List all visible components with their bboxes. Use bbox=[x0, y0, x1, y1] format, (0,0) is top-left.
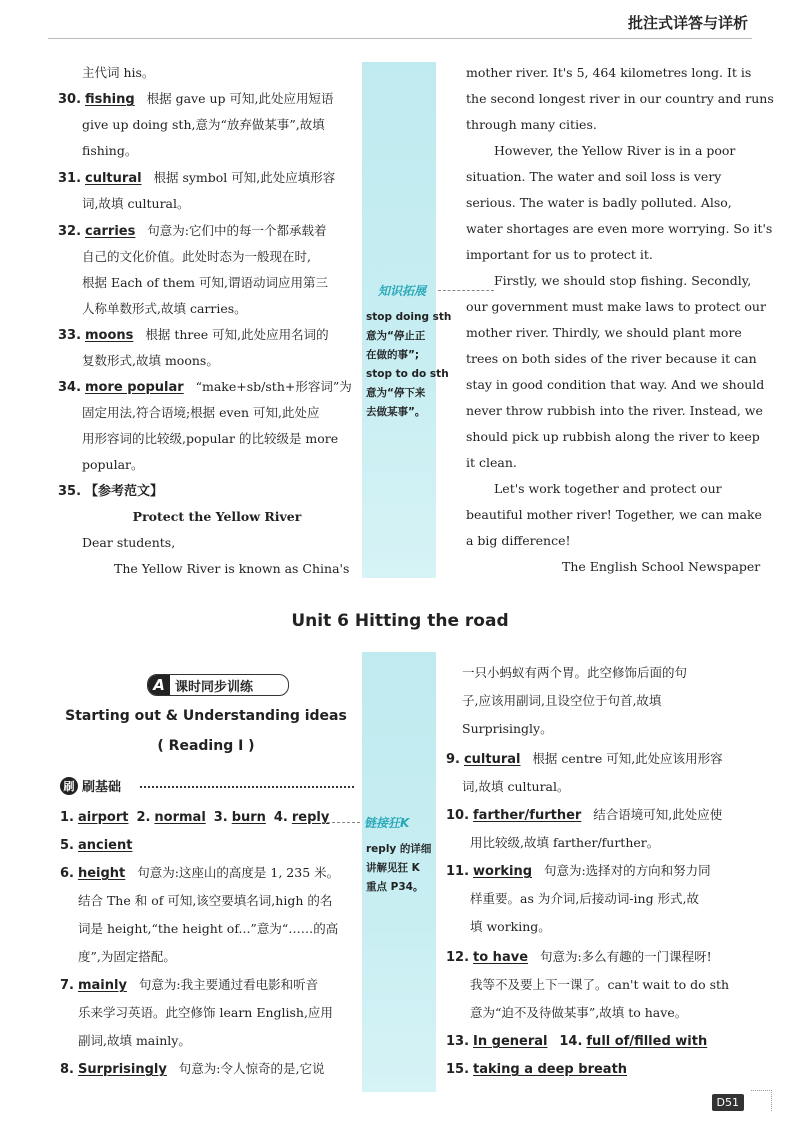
explanation-line: 度”,为固定搭配。 bbox=[78, 949, 176, 964]
answer-item-8 bbox=[60, 1060, 324, 1079]
answer-row-1-4 bbox=[60, 808, 329, 827]
section-badge bbox=[147, 674, 289, 696]
explanation: 句意为:它们中的每一个都承载着 bbox=[147, 223, 327, 238]
item-number: 7. bbox=[60, 978, 74, 993]
answer-item-11 bbox=[446, 862, 711, 881]
answer-text: carries bbox=[85, 224, 136, 239]
explanation: 根据 centre 可知,此处应该用形容 bbox=[532, 751, 723, 766]
essay-signature: The English School Newspaper bbox=[562, 559, 761, 574]
dotted-rule bbox=[140, 786, 354, 788]
pointer-line bbox=[438, 290, 494, 291]
essay-line: beautiful mother river! Together, we can make bbox=[466, 507, 762, 522]
explanation-line: 根据 Each of them 可知,谓语动词应用第三 bbox=[82, 275, 328, 290]
badge-text: 课时同步训练 bbox=[175, 679, 254, 695]
explanation: 句意为:我主要通过看电影和听音 bbox=[138, 977, 319, 992]
explanation-line: 用比较级,故填 farther/further。 bbox=[470, 835, 660, 850]
answer-item-10 bbox=[446, 806, 722, 825]
explanation-line: 我等不及要上下一课了。can't wait to do sth bbox=[470, 977, 730, 992]
item-number: 34. bbox=[58, 380, 82, 395]
item-number: 15. bbox=[446, 1062, 470, 1077]
explanation: 根据 gave up 可知,此处应用短语 bbox=[146, 91, 334, 106]
answer-row-5 bbox=[60, 836, 132, 855]
answer-text: more popular bbox=[85, 380, 184, 395]
essay-line: water shortages are even more worrying. So it's bbox=[466, 221, 773, 236]
answer-item-6 bbox=[60, 864, 339, 883]
side-note-line: 去做某事”。 bbox=[366, 406, 426, 418]
answer-item-33 bbox=[58, 326, 329, 345]
item-number: 1. bbox=[60, 810, 74, 825]
answer-text: working bbox=[473, 864, 533, 879]
answer-item-12 bbox=[446, 948, 712, 967]
basics-heading-text: 刷基础 bbox=[82, 780, 122, 795]
explanation-line: 词,故填 cultural。 bbox=[462, 779, 570, 794]
lesson-title: Starting out & Understanding ideas bbox=[65, 708, 347, 724]
explanation-line: popular。 bbox=[82, 457, 144, 472]
answer-item-32 bbox=[58, 222, 326, 241]
answer-text: mainly bbox=[77, 978, 127, 993]
item-number: 8. bbox=[60, 1062, 74, 1077]
answer-text: reply bbox=[291, 810, 330, 825]
unit-title: Unit 6 Hitting the road bbox=[291, 611, 509, 631]
explanation: 句意为:多么有趣的一门课程呀! bbox=[539, 949, 712, 964]
badge-letter: A bbox=[148, 675, 170, 695]
explanation-line: 词,故填 cultural。 bbox=[82, 196, 190, 211]
item-number: 31. bbox=[58, 171, 82, 186]
answer-text: fishing bbox=[85, 92, 135, 107]
answer-item-34 bbox=[58, 378, 352, 397]
page-header-title: 批注式详答与详析 bbox=[627, 14, 748, 32]
essay-line: However, the Yellow River is in a poor bbox=[494, 143, 736, 158]
answer-text: ancient bbox=[77, 838, 133, 853]
essay-line: important for us to protect it. bbox=[466, 247, 653, 262]
item-number: 35. bbox=[58, 484, 82, 499]
lesson-subtitle: ( Reading Ⅰ ) bbox=[157, 738, 255, 754]
answer-text: burn bbox=[231, 810, 266, 825]
answer-item-30 bbox=[58, 90, 333, 109]
explanation-line: give up doing sth,意为“放弃做某事”,故填 bbox=[82, 117, 325, 132]
side-note-line: 意为“停下来 bbox=[366, 387, 426, 399]
explanation: 结合语境可知,此处应使 bbox=[593, 807, 723, 822]
essay-line: a big difference! bbox=[466, 533, 571, 548]
answer-text: to have bbox=[473, 950, 529, 965]
item-number: 32. bbox=[58, 224, 82, 239]
side-note-line: 意为“停止正 bbox=[366, 330, 426, 342]
continuation-line: 主代词 his。 bbox=[82, 65, 155, 80]
side-note-line: 在做的事”; bbox=[366, 349, 420, 361]
knowledge-extension-tag: 知识拓展 bbox=[378, 284, 427, 298]
explanation-line: 人称单数形式,故填 carries。 bbox=[82, 301, 247, 316]
link-tag: 链接狂K bbox=[364, 816, 410, 830]
explanation-line: 自己的文化价值。此处时态为一般现在时, bbox=[82, 249, 311, 264]
explanation-line: 词是 height,“the height of...”意为“……的高 bbox=[78, 921, 339, 936]
essay-line: stay in good condition that way. And we should bbox=[466, 377, 765, 392]
answer-text: airport bbox=[77, 810, 129, 825]
item-number: 6. bbox=[60, 866, 74, 881]
answer-item-15 bbox=[446, 1060, 627, 1079]
answer-item-35 bbox=[58, 482, 163, 501]
side-note-line: reply 的详细 bbox=[366, 843, 432, 855]
item-number: 3. bbox=[213, 810, 228, 825]
explanation-line: 子,应该用副词,且设空位于句首,故填 bbox=[462, 693, 662, 708]
essay-line: the second longest river in our country and runs bbox=[466, 91, 774, 106]
answer-text: full of/filled with bbox=[586, 1034, 708, 1049]
side-note-line: stop to do sth bbox=[366, 368, 449, 380]
explanation: “make+sb/sth+形容词”为 bbox=[195, 379, 352, 394]
essay-line: situation. The water and soil loss is very bbox=[466, 169, 722, 184]
side-note-1 bbox=[366, 308, 451, 422]
essay-line: mother river. It's 5, 464 kilometres long. It is bbox=[466, 65, 752, 80]
essay-line: trees on both sides of the river because it can bbox=[466, 351, 757, 366]
answer-text: moons bbox=[85, 328, 134, 343]
header-divider bbox=[48, 38, 752, 39]
explanation-line: 结合 The 和 of 可知,该空要填名词,high 的名 bbox=[78, 893, 333, 908]
item-number: 13. bbox=[446, 1034, 470, 1049]
answer-item-31 bbox=[58, 169, 335, 188]
page-corner-mark bbox=[751, 1090, 772, 1111]
answer-item-9 bbox=[446, 750, 723, 769]
pointer-line bbox=[322, 822, 360, 823]
answer-text: height bbox=[77, 866, 126, 881]
essay-line: never throw rubbish into the river. Instead, we bbox=[466, 403, 763, 418]
explanation: 句意为:令人惊奇的是,它说 bbox=[178, 1061, 325, 1076]
answer-text: farther/further bbox=[473, 808, 582, 823]
item-number: 2. bbox=[136, 810, 151, 825]
answer-text: In general bbox=[473, 1034, 548, 1049]
answer-text: Surprisingly bbox=[77, 1062, 167, 1077]
explanation-line: 副词,故填 mainly。 bbox=[78, 1033, 191, 1048]
side-note-2 bbox=[366, 840, 431, 897]
essay-line: through many cities. bbox=[466, 117, 597, 132]
item-number: 10. bbox=[446, 808, 470, 823]
explanation: 句意为:这座山的高度是 1, 235 米。 bbox=[137, 865, 340, 880]
brush-icon: 刷 bbox=[60, 777, 78, 795]
explanation-line: 一只小蚂蚁有两个胃。此空修饰后面的句 bbox=[462, 665, 688, 680]
item-number: 14. bbox=[559, 1034, 583, 1049]
essay-line: mother river. Thirdly, we should plant more bbox=[466, 325, 742, 340]
basics-heading bbox=[60, 776, 121, 795]
essay-greeting: Dear students, bbox=[82, 535, 176, 550]
answer-text: cultural bbox=[85, 171, 142, 186]
side-note-line: 讲解见狂 K bbox=[366, 862, 420, 874]
essay-line: should pick up rubbish along the river to keep bbox=[466, 429, 760, 444]
essay-line: serious. The water is badly polluted. Also, bbox=[466, 195, 732, 210]
explanation-line: 意为“迫不及待做某事”,故填 to have。 bbox=[470, 1005, 688, 1020]
item-number: 11. bbox=[446, 864, 470, 879]
item-number: 5. bbox=[60, 838, 74, 853]
answer-text: taking a deep breath bbox=[473, 1062, 628, 1077]
explanation-line: Surprisingly。 bbox=[462, 721, 553, 736]
essay-line: The Yellow River is known as China's bbox=[114, 561, 350, 576]
side-note-line: 重点 P34。 bbox=[366, 881, 424, 893]
explanation: 根据 symbol 可知,此处应填形容 bbox=[153, 170, 336, 185]
side-note-line: stop doing sth bbox=[366, 311, 452, 323]
essay-title: Protect the Yellow River bbox=[132, 509, 302, 524]
answer-row-13-14 bbox=[446, 1032, 707, 1051]
answer-item-7 bbox=[60, 976, 318, 995]
item-number: 4. bbox=[273, 810, 288, 825]
explanation-line: 复数形式,故填 moons。 bbox=[82, 353, 219, 368]
item-number: 30. bbox=[58, 92, 82, 107]
item-number: 9. bbox=[446, 752, 460, 767]
item-number: 12. bbox=[446, 950, 470, 965]
sample-essay-label: 【参考范文】 bbox=[85, 484, 164, 499]
page-number: D51 bbox=[712, 1094, 744, 1111]
answer-text: normal bbox=[154, 810, 206, 825]
essay-line: our government must make laws to protect our bbox=[466, 299, 766, 314]
explanation-line: 用形容词的比较级,popular 的比较级是 more bbox=[82, 431, 339, 446]
explanation: 句意为:选择对的方向和努力同 bbox=[543, 863, 711, 878]
essay-line: Firstly, we should stop fishing. Secondly, bbox=[494, 273, 752, 288]
essay-line: Let's work together and protect our bbox=[494, 481, 722, 496]
answer-text: cultural bbox=[463, 752, 521, 767]
essay-line: it clean. bbox=[466, 455, 517, 470]
explanation-line: fishing。 bbox=[82, 143, 138, 158]
explanation-line: 固定用法,符合语境;根据 even 可知,此处应 bbox=[82, 405, 320, 420]
explanation: 根据 three 可知,此处应用名词的 bbox=[145, 327, 329, 342]
item-number: 33. bbox=[58, 328, 82, 343]
explanation-line: 乐来学习英语。此空修饰 learn English,应用 bbox=[78, 1005, 333, 1020]
explanation-line: 填 working。 bbox=[470, 919, 551, 934]
explanation-line: 样重要。as 为介词,后接动词-ing 形式,故 bbox=[470, 891, 700, 906]
